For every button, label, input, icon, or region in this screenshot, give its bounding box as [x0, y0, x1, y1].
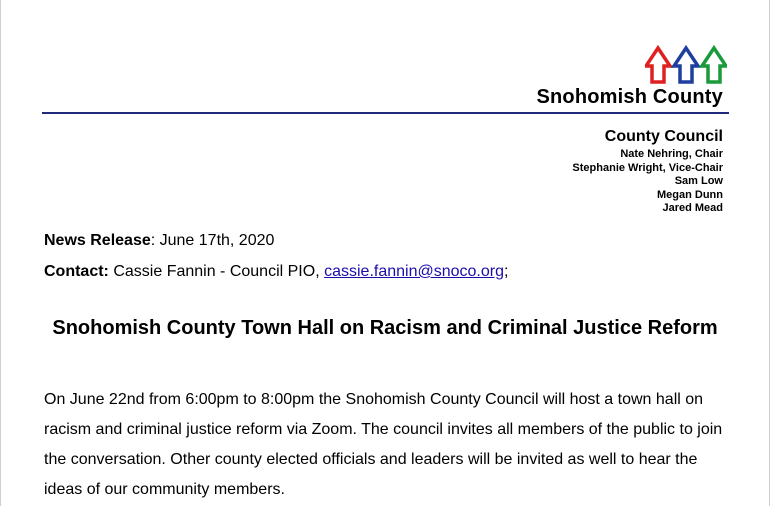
- council-member: Stephanie Wright, Vice-Chair: [572, 161, 723, 174]
- council-member: Sam Low: [674, 175, 723, 187]
- contact-label: Contact:: [44, 263, 109, 280]
- brand-name: Snohomish County: [536, 86, 723, 108]
- press-release-body: On June 22nd from 6:00pm to 8:00pm the Snohomish County Council will host a town hall on racism and criminal justice reform via Zoom. The council invites all members of the public to join the conversation. Other county elected officials and leaders will be invited as well to hear the ideas of our community members.: [44, 391, 723, 498]
- news-release-date: : June 17th, 2020: [150, 232, 275, 249]
- contact-suffix: ;: [504, 263, 509, 280]
- press-release-headline: Snohomish County Town Hall on Racism and Criminal Justice Reform: [52, 317, 718, 339]
- news-release-label: News Release: [44, 232, 151, 249]
- header-divider: [42, 112, 729, 114]
- snohomish-county-logo-icon: [645, 44, 727, 84]
- contact-email-link[interactable]: cassie.fannin@snoco.org: [324, 263, 504, 280]
- council-member: Nate Nehring, Chair: [620, 148, 723, 160]
- news-release-line: [44, 232, 274, 250]
- council-title: County Council: [604, 128, 723, 145]
- contact-line: [44, 263, 508, 281]
- council-block: [572, 128, 723, 216]
- contact-name: Cassie Fannin - Council PIO,: [108, 263, 325, 280]
- council-member: Jared Mead: [662, 202, 723, 214]
- council-member: Megan Dunn: [657, 188, 723, 201]
